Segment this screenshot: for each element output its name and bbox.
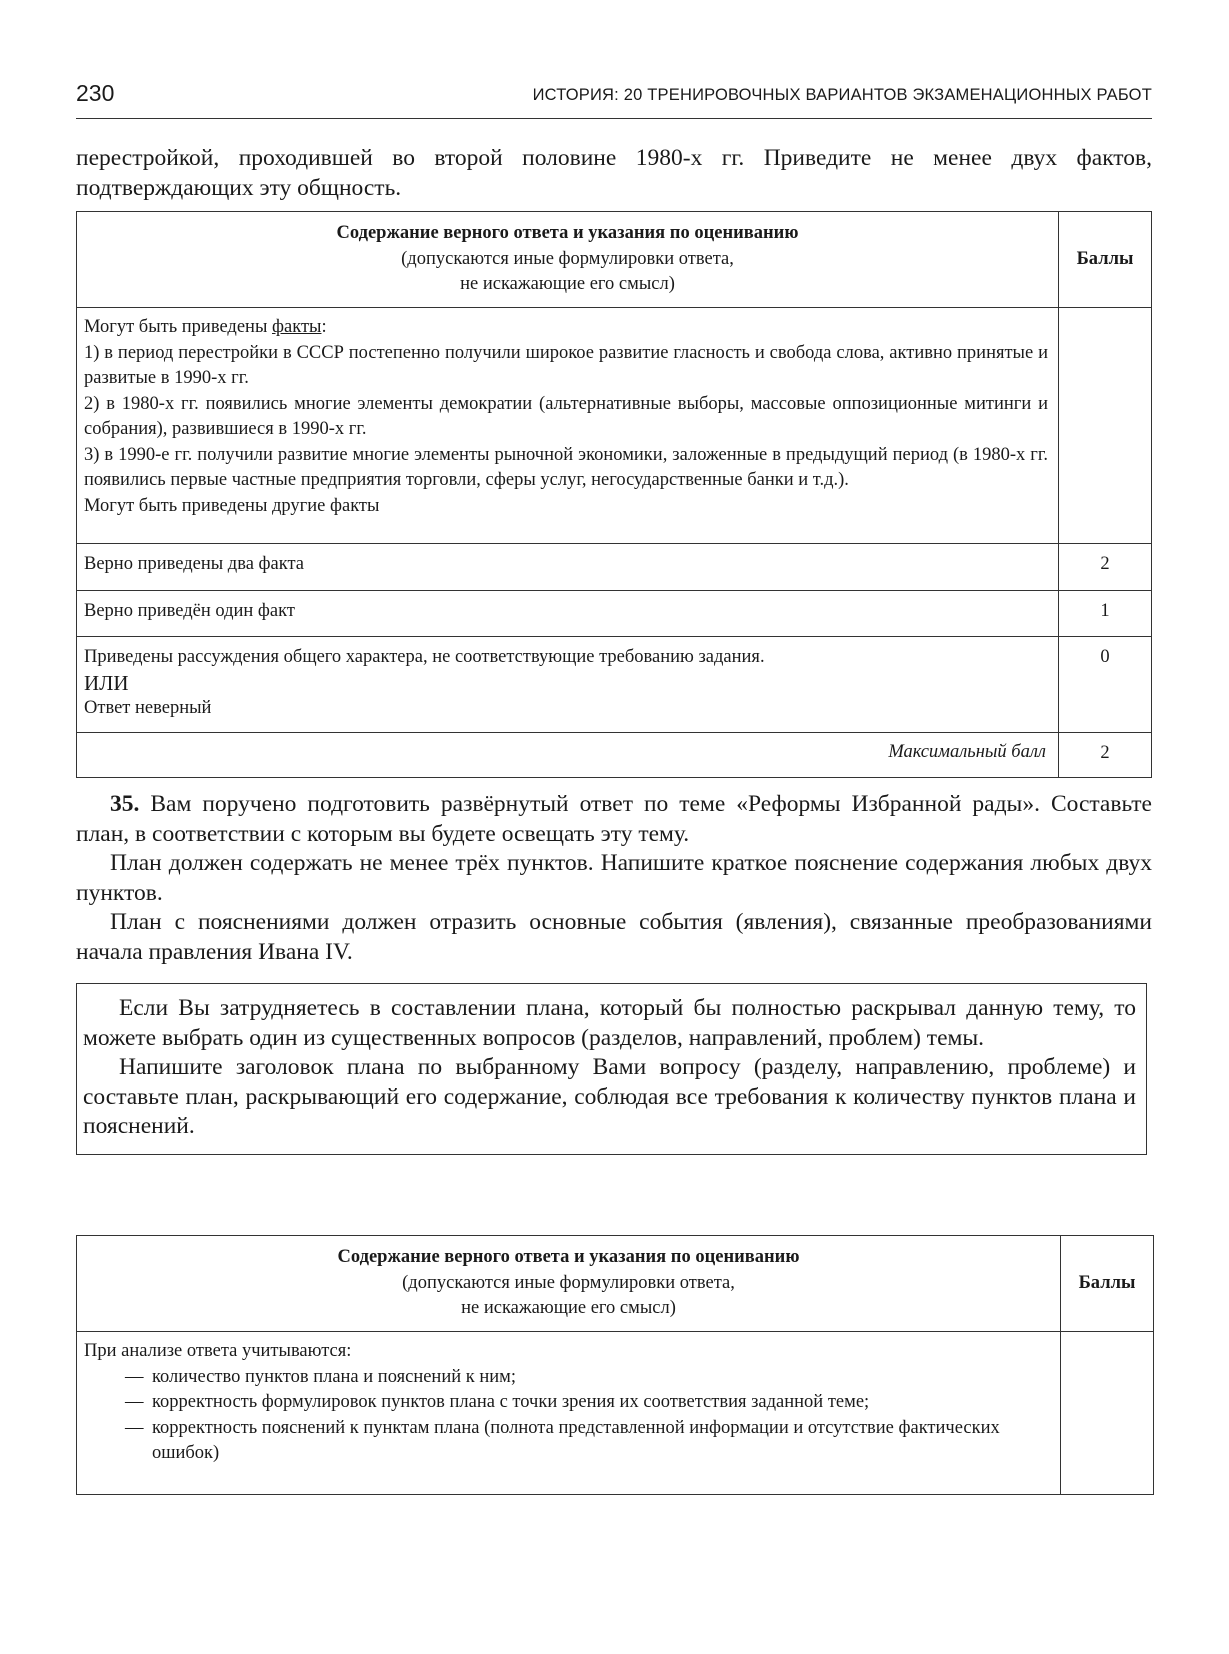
- task-paragraph: План с пояснениями должен отразить основные события (явления), связанные преобразованиями начала правления Ивана IV.: [76, 909, 1152, 965]
- or-label: ИЛИ: [84, 670, 129, 695]
- dash-marker: —: [125, 1392, 144, 1412]
- max-score-label: Максимальный балл: [77, 732, 1059, 778]
- answer-content-cell: [77, 1332, 1061, 1495]
- max-score-value: 2: [1059, 732, 1152, 778]
- task-text: Вам поручено подготовить развёрнутый ответ по теме «Реформы Избранной рады». Составьте план, в соответствии с которым вы будете освещать эту тему.: [76, 791, 1152, 847]
- content-header-subtitle: (допускаются иные формулировки ответа,: [401, 248, 734, 269]
- list-item: [84, 1416, 1050, 1467]
- score-cell: 0: [1059, 637, 1152, 733]
- task-number: 35.: [110, 791, 140, 817]
- table-row: [77, 1332, 1154, 1495]
- table-row: [77, 590, 1152, 637]
- grading-table-35: [76, 1235, 1154, 1495]
- list-item: [84, 1365, 1050, 1391]
- criterion-line: Приведены рассуждения общего характера, не соответствующие требованию задания.: [84, 647, 765, 667]
- content-header-cell: [77, 212, 1059, 308]
- score-cell: 1: [1059, 590, 1152, 637]
- list-item-text: корректность пояснений к пунктам плана (полнота представленной информации и отсутствие фактических ошибок): [152, 1417, 1000, 1463]
- answer-item-1: 1) в период перестройки в СССР постепенно получили широкое развитие гласность и свобода слова, активно принятые и развитые в 1990-х гг.: [84, 342, 1048, 388]
- score-cell: [1061, 1332, 1154, 1495]
- task-paragraph: [76, 790, 1152, 849]
- answer-lead: При анализе ответа учитываются:: [84, 1341, 352, 1361]
- dash-marker: —: [125, 1366, 144, 1387]
- content-header-title: Содержание верного ответа и указания по оцениванию: [336, 223, 799, 244]
- answer-lead-word: факты: [272, 317, 322, 337]
- content-header-title: Содержание верного ответа и указания по оцениванию: [337, 1247, 800, 1268]
- criterion-cell: Верно приведены два факта: [77, 544, 1059, 591]
- dash-marker: —: [125, 1417, 144, 1438]
- table-header-row: [77, 212, 1152, 308]
- content-header-subtitle: не искажающие его смысл): [461, 1298, 676, 1319]
- answer-lead-suffix: :: [321, 317, 327, 337]
- table-row: [77, 308, 1152, 544]
- answer-closing: Могут быть приведены другие факты: [84, 495, 380, 516]
- criterion-line: Ответ неверный: [84, 698, 212, 718]
- list-item: [84, 1390, 1050, 1416]
- table-row: [77, 732, 1152, 778]
- task-paragraph: План должен содержать не менее трёх пунктов. Напишите краткое пояснение содержания любых двух пунктов.: [76, 850, 1152, 906]
- table-header-row: [77, 1236, 1154, 1332]
- task-35: [76, 790, 1152, 967]
- grading-table-34: [76, 211, 1152, 778]
- criterion-cell: [77, 637, 1059, 733]
- running-title: ИСТОРИЯ: 20 ТРЕНИРОВОЧНЫХ ВАРИАНТОВ ЭКЗАМЕНАЦИОННЫХ РАБОТ: [532, 86, 1152, 104]
- note-paragraph: Если Вы затрудняетесь в составлении плана, который бы полностью раскрывал данную тему, то можете выбрать один из существенных вопросов (разделов, направлений, проблем) темы.: [83, 995, 1136, 1051]
- list-item-text: количество пунктов плана и пояснений к ним;: [152, 1366, 517, 1387]
- answer-lead: [84, 315, 1048, 341]
- content-header-subtitle: (допускаются иные формулировки ответа,: [402, 1272, 735, 1293]
- answer-lead-prefix: Могут быть приведены: [84, 317, 272, 337]
- list-item-text: корректность формулировок пунктов плана с точки зрения их соответствия заданной теме;: [152, 1392, 870, 1412]
- answer-item-3: 3) в 1990-е гг. получили развитие многие элементы рыночной экономики, заложенные в предыдущий период (в 1980-х гг. появились первые частные предприятия торговли, сферы услуг, негосударственные банки и т.д.).: [84, 444, 1048, 490]
- criterion-cell: Верно приведён один факт: [77, 590, 1059, 637]
- score-cell: 2: [1059, 544, 1152, 591]
- table-row: [77, 544, 1152, 591]
- page-number: 230: [76, 80, 115, 106]
- score-header-cell: Баллы: [1061, 1236, 1154, 1332]
- answer-content-cell: [77, 308, 1059, 544]
- intro-paragraph: перестройкой, проходившей во второй половине 1980-х гг. Приведите не менее двух фактов, подтверждающих эту общность.: [76, 145, 1152, 201]
- score-header-cell: Баллы: [1059, 212, 1152, 308]
- table-row: [77, 637, 1152, 733]
- content-header-subtitle: не искажающие его смысл): [460, 274, 675, 295]
- content-header-cell: [77, 1236, 1061, 1332]
- page-header: [76, 78, 1152, 119]
- note-box: [76, 983, 1147, 1155]
- score-cell: [1059, 308, 1152, 544]
- answer-item-2: 2) в 1980-х гг. появились многие элементы демократии (альтернативные выборы, массовые оппозиционные митинги и собрания), развившиеся в 1990-х гг.: [84, 393, 1048, 439]
- note-paragraph: Напишите заголовок плана по выбранному Вами вопросу (разделу, направлению, проблеме) и составьте план, раскрывающий его содержание, соблюдая все требования к количеству пунктов плана и пояснений.: [83, 1054, 1136, 1139]
